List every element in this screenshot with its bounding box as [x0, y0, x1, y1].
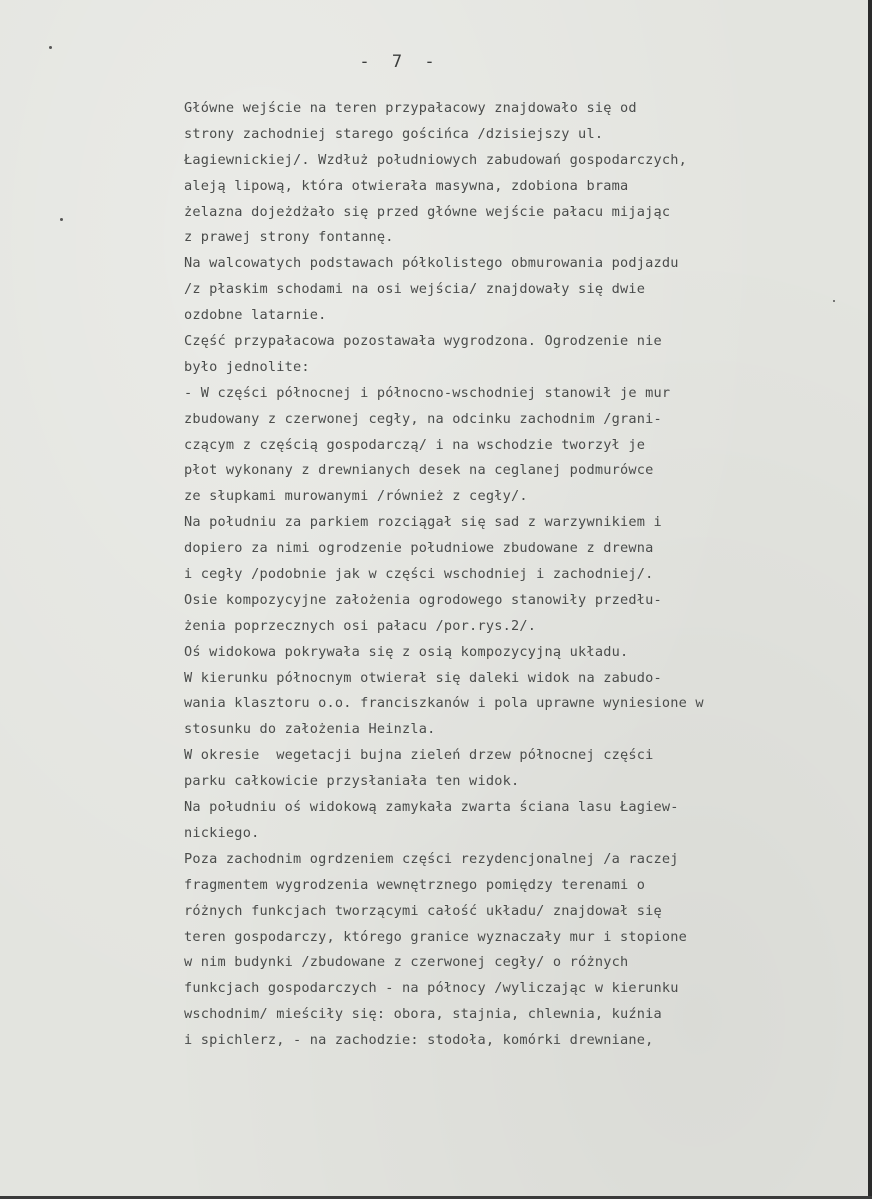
text-line: i spichlerz, - na zachodzie: stodoła, komórki drewniane,: [184, 1032, 654, 1049]
text-line: stosunku do założenia Heinzla.: [184, 721, 436, 738]
text-line: ozdobne latarnie.: [184, 307, 327, 324]
text-line: ze słupkami murowanymi /również z cegły/.: [184, 488, 528, 505]
text-line: dopiero za nimi ogrodzenie południowe zbudowane z drewna: [184, 540, 654, 557]
text-line: wania klasztoru o.o. franciszkanów i pola uprawne wyniesione w: [184, 695, 704, 712]
text-line: aleją lipową, która otwierała masywna, zdobiona brama: [184, 177, 629, 194]
text-line: - W części północnej i północno-wschodniej stanowił je mur: [184, 384, 671, 401]
body-text: [184, 96, 834, 1054]
text-line: W okresie wegetacji bujna zieleń drzew północnej części: [184, 747, 654, 764]
text-line: W kierunku północnym otwierał się daleki widok na zabudo-: [184, 669, 662, 686]
text-line: i cegły /podobnie jak w części wschodniej i zachodniej/.: [184, 566, 654, 583]
text-line: fragmentem wygrodzenia wewnętrznego pomiędzy terenami o: [184, 876, 646, 893]
text-line: Na walcowatych podstawach półkolistego obmurowania podjazdu: [184, 255, 679, 272]
paper-speck: [60, 218, 63, 221]
text-line: Na południu za parkiem rozciągał się sad z warzywnikiem i: [184, 514, 662, 531]
text-line: żenia poprzecznych osi pałacu /por.rys.2/.: [184, 617, 537, 634]
text-line: Na południu oś widokową zamykała zwarta ściana lasu Łagiew-: [184, 799, 679, 816]
page-number: - 7 -: [359, 52, 441, 72]
text-line: różnych funkcjach tworzącymi całość układu/ znajdował się: [184, 902, 662, 919]
text-line: Osie kompozycyjne założenia ogrodowego stanowiły przedłu-: [184, 591, 662, 608]
text-line: teren gospodarczy, którego granice wyznaczały mur i stopione: [184, 928, 688, 945]
text-line: Główne wejście na teren przypałacowy znajdowało się od: [184, 100, 637, 116]
text-line: z prawej strony fontannę.: [184, 229, 394, 246]
text-line: zbudowany z czerwonej cegły, na odcinku zachodnim /grani-: [184, 410, 662, 427]
text-line: płot wykonany z drewnianych desek na ceglanej podmurówce: [184, 462, 654, 479]
text-line: nickiego.: [184, 824, 260, 841]
text-line: /z płaskim schodami na osi wejścia/ znajdowały się dwie: [184, 281, 646, 298]
text-line: Łagiewnickiej/. Wzdłuż południowych zabudowań gospodarczych,: [184, 151, 688, 168]
text-line: czącym z częścią gospodarczą/ i na wschodzie tworzył je: [184, 436, 646, 453]
text-line: strony zachodniej starego gościńca /dzisiejszy ul.: [184, 125, 604, 142]
text-line: żelazna dojeżdżało się przed główne wejście pałacu mijając: [184, 203, 671, 220]
text-line: w nim budynki /zbudowane z czerwonej cegły/ o różnych: [184, 954, 629, 971]
text-line: Oś widokowa pokrywała się z osią kompozycyjną układu.: [184, 643, 629, 660]
text-line: Część przypałacowa pozostawała wygrodzona. Ogrodzenie nie: [184, 333, 662, 350]
scan-edge-right: [868, 0, 872, 1199]
text-line: wschodnim/ mieściły się: obora, stajnia, chlewnia, kuźnia: [184, 1006, 662, 1023]
text-line: parku całkowicie przysłaniała ten widok.: [184, 773, 520, 790]
text-line: Poza zachodnim ogrdzeniem części rezydencjonalnej /a raczej: [184, 850, 679, 867]
paper-speck: [49, 46, 52, 49]
text-line: funkcjach gospodarczych - na północy /wyliczając w kierunku: [184, 980, 679, 997]
text-line: było jednolite:: [184, 358, 310, 375]
